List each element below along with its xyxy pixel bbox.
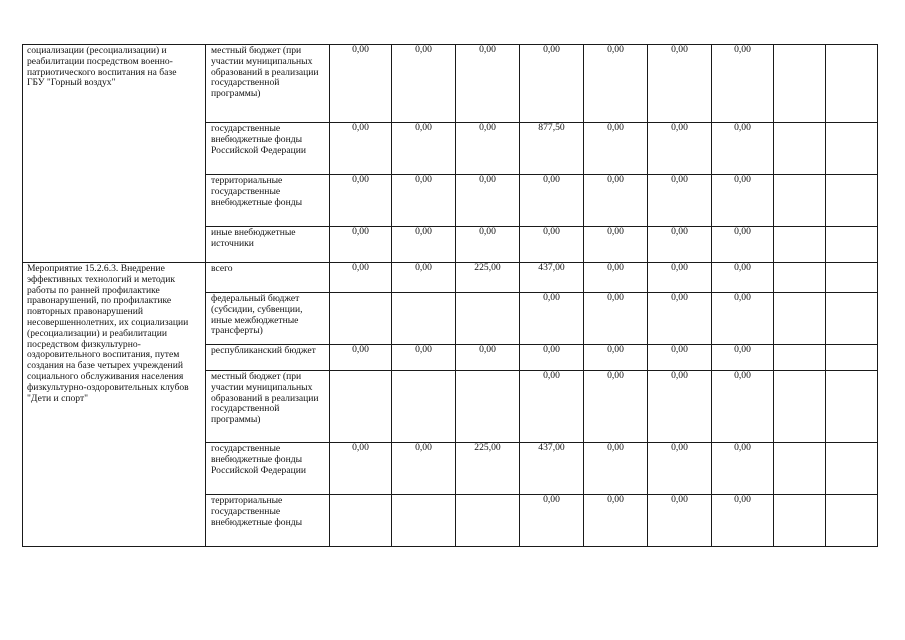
funding-source-cell: местный бюджет (при участии муниципальных образований в реализации государственной программы) [206,371,330,443]
budget-table [22,44,878,547]
value-cell: 877,50 [520,123,584,175]
value-cell: 0,00 [392,345,456,371]
value-cell: 0,00 [584,345,648,371]
value-cell: 0,00 [584,371,648,443]
value-cell: 0,00 [392,263,456,293]
value-cell: 0,00 [648,263,712,293]
value-cell: 0,00 [520,345,584,371]
value-cell [392,371,456,443]
value-cell: 0,00 [520,371,584,443]
table-row [23,263,878,293]
value-cell [774,123,826,175]
value-cell: 0,00 [330,227,392,263]
value-cell: 0,00 [330,263,392,293]
value-cell [826,227,878,263]
value-cell: 0,00 [584,443,648,495]
value-cell: 0,00 [584,45,648,123]
value-cell [826,263,878,293]
value-cell: 0,00 [648,495,712,547]
value-cell [826,345,878,371]
value-cell: 0,00 [712,345,774,371]
value-cell [456,371,520,443]
value-cell: 0,00 [712,443,774,495]
value-cell: 0,00 [330,443,392,495]
value-cell: 0,00 [520,293,584,345]
value-cell: 0,00 [584,495,648,547]
value-cell [774,227,826,263]
value-cell [456,293,520,345]
value-cell [330,371,392,443]
value-cell: 0,00 [520,227,584,263]
value-cell: 0,00 [392,443,456,495]
value-cell: 0,00 [648,443,712,495]
value-cell: 0,00 [520,45,584,123]
value-cell: 0,00 [456,175,520,227]
value-cell [826,123,878,175]
value-cell [392,293,456,345]
table-row [23,45,878,123]
value-cell: 0,00 [584,293,648,345]
value-cell [774,293,826,345]
value-cell: 0,00 [330,123,392,175]
value-cell: 0,00 [712,123,774,175]
funding-source-cell: федеральный бюджет (субсидии, субвенции, иные межбюджетные трансферты) [206,293,330,345]
value-cell: 0,00 [520,175,584,227]
value-cell: 437,00 [520,263,584,293]
value-cell: 0,00 [648,371,712,443]
value-cell: 0,00 [712,263,774,293]
value-cell: 225,00 [456,443,520,495]
value-cell: 0,00 [456,123,520,175]
value-cell: 0,00 [712,227,774,263]
value-cell: 225,00 [456,263,520,293]
funding-source-cell: территориальные государственные внебюджетные фонды [206,495,330,547]
value-cell: 0,00 [392,45,456,123]
value-cell [456,495,520,547]
value-cell [826,495,878,547]
funding-source-cell: местный бюджет (при участии муниципальных образований в реализации государственной программы) [206,45,330,123]
funding-source-cell: всего [206,263,330,293]
value-cell: 0,00 [456,45,520,123]
value-cell: 0,00 [712,371,774,443]
value-cell [774,175,826,227]
value-cell [774,443,826,495]
value-cell: 0,00 [392,123,456,175]
value-cell: 0,00 [584,263,648,293]
value-cell [330,293,392,345]
funding-source-cell: республиканский бюджет [206,345,330,371]
value-cell: 0,00 [330,345,392,371]
value-cell [826,175,878,227]
funding-source-cell: иные внебюджетные источники [206,227,330,263]
funding-source-cell: государственные внебюджетные фонды Российской Федерации [206,443,330,495]
value-cell: 0,00 [648,227,712,263]
value-cell [826,371,878,443]
value-cell: 0,00 [648,175,712,227]
funding-source-cell: территориальные государственные внебюджетные фонды [206,175,330,227]
value-cell: 0,00 [712,293,774,345]
value-cell [392,495,456,547]
value-cell [826,443,878,495]
value-cell: 0,00 [330,175,392,227]
value-cell: 0,00 [712,495,774,547]
value-cell: 0,00 [648,123,712,175]
value-cell: 0,00 [584,227,648,263]
funding-source-cell: государственные внебюджетные фонды Российской Федерации [206,123,330,175]
activity-cell: Мероприятие 15.2.6.3. Внедрение эффективных технологий и методик работы по ранней профилактике правонарушений, по профилактике повторных правонарушений несовершеннолетних, их социализации (ресоциализации) и реабилитации посредством физкультурно-оздоровительного воспитания, путем создания на базе четырех учреждений социального обслуживания населения физкультурно-оздоровительных клубов "Дети и спорт" [23,263,206,547]
value-cell: 0,00 [330,45,392,123]
table-body [23,45,878,547]
value-cell: 0,00 [456,345,520,371]
value-cell [774,345,826,371]
value-cell: 0,00 [712,175,774,227]
value-cell: 0,00 [648,345,712,371]
value-cell [774,371,826,443]
value-cell: 0,00 [520,495,584,547]
value-cell: 0,00 [584,123,648,175]
value-cell: 0,00 [392,227,456,263]
value-cell [774,263,826,293]
value-cell: 0,00 [392,175,456,227]
value-cell [330,495,392,547]
activity-cell: социализации (ресоциализации) и реабилитации посредством военно-патриотического воспитания на базе ГБУ "Горный воздух" [23,45,206,263]
value-cell [826,293,878,345]
value-cell: 0,00 [712,45,774,123]
value-cell: 0,00 [456,227,520,263]
value-cell: 0,00 [648,45,712,123]
value-cell [774,495,826,547]
value-cell: 0,00 [584,175,648,227]
value-cell: 437,00 [520,443,584,495]
value-cell [826,45,878,123]
value-cell: 0,00 [648,293,712,345]
value-cell [774,45,826,123]
